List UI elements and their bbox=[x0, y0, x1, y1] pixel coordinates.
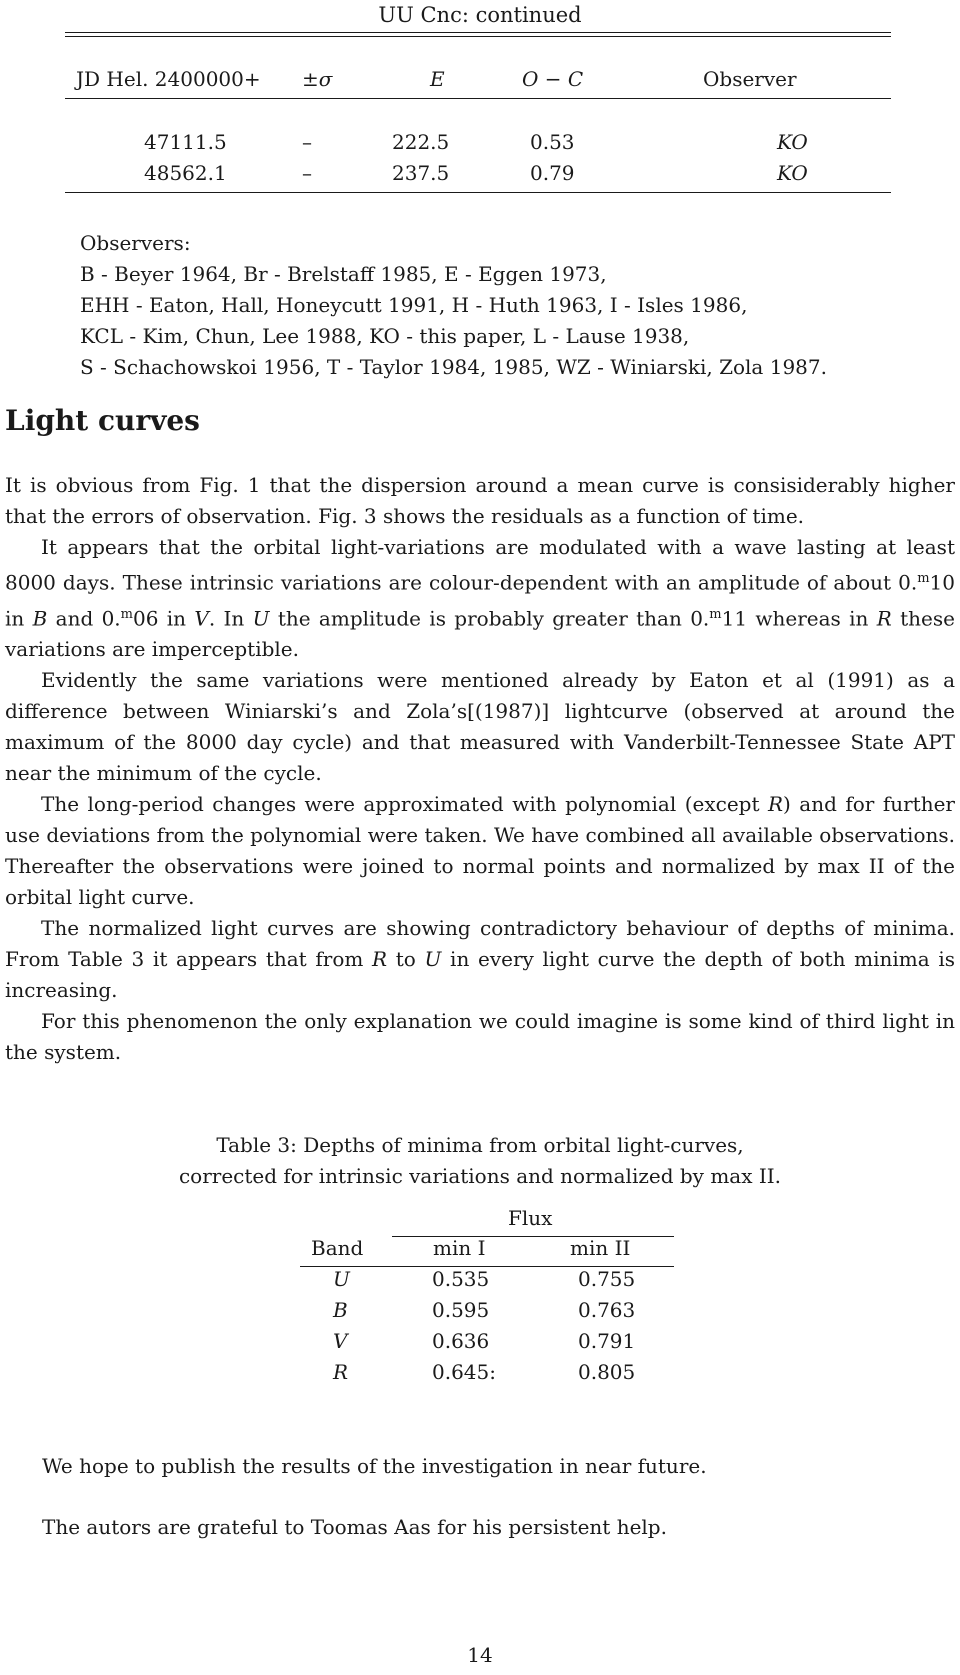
oc-header-sigma: ±σ bbox=[302, 67, 333, 91]
page-number: 14 bbox=[467, 1643, 493, 1667]
oc-row-1-sigma: – bbox=[302, 130, 312, 154]
table3-min2-header: min II bbox=[570, 1236, 631, 1260]
observers-line-3: KCL - Kim, Chun, Lee 1988, KO - this paper, L - Lause 1938, bbox=[80, 324, 690, 348]
table3-caption bbox=[0, 1130, 960, 1192]
oc-header-observer: Observer bbox=[703, 67, 797, 91]
p2-mag-2: m bbox=[120, 606, 133, 622]
oc-row-2-e: 237.5 bbox=[392, 161, 450, 185]
oc-header-rule bbox=[65, 98, 891, 99]
paragraph-5 bbox=[5, 913, 955, 1006]
table3-min1-header: min I bbox=[433, 1236, 486, 1260]
p2-text-b: 10 in bbox=[5, 570, 955, 631]
table3-row-1-band: U bbox=[333, 1267, 350, 1291]
p2-text-a: It appears that the orbital light-variations are modulated with a wave lasting at least 8000 days. These intrinsic variations are colour-dependent with an amplitude of about 0. bbox=[5, 535, 955, 595]
table3-row-4-band: R bbox=[333, 1360, 349, 1384]
table3-row-2-band: B bbox=[333, 1298, 348, 1322]
paragraph-4 bbox=[5, 789, 955, 913]
paragraph-6: For this phenomenon the only explanation we could imagine is some kind of third light in the system. bbox=[5, 1009, 955, 1065]
p2-text-c: and 0. bbox=[47, 606, 121, 631]
table3-row-1-min1: 0.535 bbox=[432, 1267, 490, 1291]
table3-caption-line-1: Table 3: Depths of minima from orbital light-curves, bbox=[216, 1133, 744, 1157]
oc-row-1-oc: 0.53 bbox=[530, 130, 575, 154]
p4-text-a: The long-period changes were approximated with polynomial (except bbox=[41, 792, 768, 817]
paragraph-2 bbox=[5, 532, 955, 665]
table3-row-4-min2: 0.805 bbox=[578, 1360, 636, 1384]
table3-flux-header: Flux bbox=[508, 1206, 553, 1230]
observers-list bbox=[80, 228, 950, 383]
oc-row-2-jd: 48562.1 bbox=[144, 161, 227, 185]
top-rule-2 bbox=[65, 36, 891, 37]
p5-band-r: R bbox=[372, 947, 388, 972]
section-title: Light curves bbox=[5, 404, 200, 437]
table3-row-2-min2: 0.763 bbox=[578, 1298, 636, 1322]
p2-band-r: R bbox=[876, 606, 892, 631]
p2-text-e: . In bbox=[208, 606, 253, 631]
oc-row-2-observer: KO bbox=[777, 161, 808, 185]
oc-header-oc: O − C bbox=[522, 67, 584, 91]
closing-line-1: We hope to publish the results of the investigation in near future. bbox=[42, 1454, 707, 1478]
observers-line-4: S - Schachowskoi 1956, T - Taylor 1984, 1985, WZ - Winiarski, Zola 1987. bbox=[80, 355, 827, 379]
p4-band-r: R bbox=[767, 792, 784, 817]
oc-row-2-oc: 0.79 bbox=[530, 161, 575, 185]
closing-line-2: The autors are grateful to Toomas Aas for his persistent help. bbox=[42, 1515, 667, 1539]
oc-row-2-sigma: – bbox=[302, 161, 312, 185]
p5-text-a: The normalized light curves are showing contradictory behaviour of depths of minima. From Table 3 it appears that from bbox=[5, 916, 955, 972]
table3-row-3-min2: 0.791 bbox=[578, 1329, 636, 1353]
table3-caption-line-2: corrected for intrinsic variations and normalized by max II. bbox=[178, 1164, 782, 1188]
p2-text-g: 11 whereas in bbox=[721, 606, 877, 631]
table3-row-2-min1: 0.595 bbox=[432, 1298, 490, 1322]
p2-text-f: the amplitude is probably greater than 0. bbox=[269, 606, 710, 631]
oc-row-1-e: 222.5 bbox=[392, 130, 450, 154]
oc-row-1-observer: KO bbox=[777, 130, 808, 154]
observers-label: Observers: bbox=[80, 231, 191, 255]
observers-line-1: B - Beyer 1964, Br - Brelstaff 1985, E - Eggen 1973, bbox=[80, 262, 607, 286]
table3-band-header: Band bbox=[311, 1236, 364, 1260]
table3-row-1-min2: 0.755 bbox=[578, 1267, 636, 1291]
p5-text-c: in every light curve the depth of both minima is increasing. bbox=[5, 947, 956, 1003]
p2-text-d: 06 in bbox=[133, 606, 195, 631]
p2-band-v: V bbox=[194, 606, 209, 631]
running-title: UU Cnc: continued bbox=[378, 3, 582, 27]
oc-bottom-rule bbox=[65, 192, 891, 193]
observers-line-2: EHH - Eaton, Hall, Honeycutt 1991, H - Huth 1963, I - Isles 1986, bbox=[80, 293, 748, 317]
table3-row-3-min1: 0.636 bbox=[432, 1329, 490, 1353]
p2-text-h: these variations are imperceptible. bbox=[5, 606, 955, 662]
p5-band-u: U bbox=[424, 947, 442, 972]
p4-text-b: ) and for further use deviations from the polynomial were taken. We have combined all available observations. Thereafter the observations were joined to normal points and normalized by max II of the orbital light curve. bbox=[5, 792, 955, 910]
oc-row-1-jd: 47111.5 bbox=[144, 130, 227, 154]
paragraph-3: Evidently the same variations were mentioned already by Eaton et al (1991) as a difference between Winiarski’s and Zola’s[(1987)] lightcurve (observed at around the maximum of the 8000 day cycle) and that measured with Vanderbilt-Tennessee State APT near the minimum of the cycle. bbox=[5, 668, 955, 786]
body-text bbox=[5, 470, 955, 1068]
oc-header-e: E bbox=[430, 67, 445, 91]
p2-mag-3: m bbox=[709, 606, 722, 622]
paragraph-1: It is obvious from Fig. 1 that the dispersion around a mean curve is consisiderably higher that the errors of observation. Fig. 3 shows the residuals as a function of time. bbox=[5, 473, 955, 528]
table3-row-4-min1: 0.645: bbox=[432, 1360, 496, 1384]
table3-row-3-band: V bbox=[333, 1329, 348, 1353]
top-rule-1 bbox=[65, 32, 891, 33]
p2-mag-1: m bbox=[917, 571, 930, 586]
p5-text-b: to bbox=[387, 947, 425, 972]
oc-header-jd: JD Hel. 2400000+ bbox=[76, 67, 261, 91]
p2-band-b: B bbox=[32, 606, 48, 631]
p2-band-u: U bbox=[252, 606, 270, 631]
